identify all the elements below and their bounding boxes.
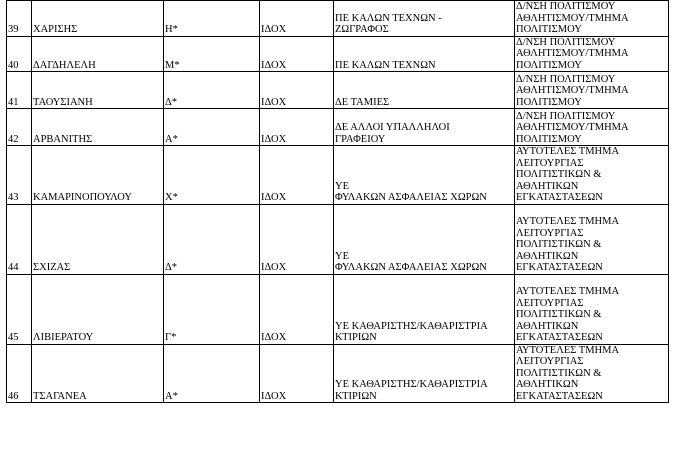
surname-cell: ΑΡΒΑΝΙΤΗΣ [32, 109, 164, 146]
specialty-line: ΠΕ ΚΑΛΩΝ ΤΕΧΝΩΝ [335, 59, 436, 71]
service-line: ΑΥΤΟΤΕΛΕΣ ΤΜΗΜΑ [516, 146, 620, 157]
service-line: ΛΕΙΤΟΥΡΓΙΑΣ [516, 356, 584, 367]
specialty-line: ΦΥΛΑΚΩΝ ΑΣΦΑΛΕΙΑΣ ΧΩΡΩΝ [335, 192, 487, 203]
surname-cell: ΚΑΜΑΡΙΝΟΠΟΥΛΟΥ [32, 146, 164, 205]
service-line: ΑΥΤΟΤΕΛΕΣ ΤΜΗΜΑ [516, 286, 620, 297]
specialty-cell [334, 274, 515, 344]
service-line: ΠΟΛΙΤΙΣΤΙΚΩΝ & [516, 309, 602, 320]
specialty-line: ΥΕ ΚΑΘΑΡΙΣΤΗΣ/ΚΑΘΑΡΙΣΤΡΙΑ [335, 379, 488, 390]
service-line: Δ/ΝΣΗ ΠΟΛΙΤΙΣΜΟΥ [516, 110, 616, 122]
service-line: ΕΓΚΑΤΑΣΤΑΣΕΩΝ [516, 262, 603, 273]
grade-cell: Δ* [164, 204, 260, 274]
relation-cell: ΙΔΟΧ [260, 36, 334, 72]
service-cell [515, 274, 669, 344]
service-cell [515, 109, 669, 146]
specialty-line: ΔΕ ΤΑΜΙΕΣ [335, 96, 390, 108]
grade-cell: Α* [164, 109, 260, 146]
service-line: ΑΘΛΗΤΙΚΩΝ [516, 250, 579, 262]
service-cell [515, 344, 669, 403]
specialty-line: ΥΕ [335, 250, 349, 262]
specialty-line: ΚΤΙΡΙΩΝ [335, 390, 377, 402]
specialty-cell [334, 204, 515, 274]
relation-cell: ΙΔΟΧ [260, 204, 334, 274]
table-row [7, 274, 669, 344]
service-line: ΑΘΛΗΤΙΣΜΟΥ/ΤΜΗΜΑ [516, 122, 629, 133]
relation-cell: ΙΔΟΧ [260, 109, 334, 146]
service-line: ΑΘΛΗΤΙΣΜΟΥ/ΤΜΗΜΑ [516, 85, 629, 96]
specialty-line: ΔΕ ΑΛΛΟΙ ΥΠΑΛΛΗΛΟΙ [335, 122, 450, 133]
table-row [7, 36, 669, 72]
specialty-cell [334, 1, 515, 37]
specialty-cell [334, 36, 515, 72]
row-number: 45 [7, 274, 32, 344]
service-line: ΕΓΚΑΤΑΣΤΑΣΕΩΝ [516, 332, 603, 343]
surname-cell: ΛΙΒΙΕΡΑΤΟΥ [32, 274, 164, 344]
grade-cell: Μ* [164, 36, 260, 72]
relation-cell: ΙΔΟΧ [260, 1, 334, 37]
service-line: ΠΟΛΙΤΙΣΜΟΥ [516, 133, 582, 145]
table-row [7, 109, 669, 146]
service-line: ΠΟΛΙΤΙΣΜΟΥ [516, 24, 582, 35]
relation-cell: ΙΔΟΧ [260, 72, 334, 109]
surname-cell: ΤΑΟΥΣΙΑΝΗ [32, 72, 164, 109]
service-line: ΕΓΚΑΤΑΣΤΑΣΕΩΝ [516, 192, 603, 203]
service-line: ΠΟΛΙΤΙΣΜΟΥ [516, 96, 582, 108]
table-row [7, 1, 669, 37]
service-line: ΑΘΛΗΤΙΚΩΝ [516, 379, 579, 390]
service-line: ΛΕΙΤΟΥΡΓΙΑΣ [516, 297, 584, 309]
row-number: 43 [7, 146, 32, 205]
specialty-line: ΥΕ [335, 180, 349, 192]
surname-cell: ΣΧΙΖΑΣ [32, 204, 164, 274]
surname-cell: ΧΑΡΙΣΗΣ [32, 1, 164, 37]
row-number: 39 [7, 1, 32, 37]
grade-cell: Δ* [164, 72, 260, 109]
table-row [7, 146, 669, 205]
service-line: ΑΥΤΟΤΕΛΕΣ ΤΜΗΜΑ [516, 344, 620, 356]
specialty-cell [334, 72, 515, 109]
table-row [7, 204, 669, 274]
row-number: 42 [7, 109, 32, 146]
specialty-line: ΦΥΛΑΚΩΝ ΑΣΦΑΛΕΙΑΣ ΧΩΡΩΝ [335, 262, 487, 273]
grade-cell: Γ* [164, 274, 260, 344]
service-line: ΛΕΙΤΟΥΡΓΙΑΣ [516, 227, 584, 239]
specialty-line: ΖΩΓΡΑΦΟΣ [335, 24, 389, 35]
surname-cell: ΔΑΓΔΗΛΕΛΗ [32, 36, 164, 72]
row-number: 46 [7, 344, 32, 403]
service-line: ΑΘΛΗΤΙΣΜΟΥ/ΤΜΗΜΑ [516, 48, 629, 59]
service-line: ΠΟΛΙΤΙΣΤΙΚΩΝ & [516, 367, 602, 379]
row-number: 40 [7, 36, 32, 72]
specialty-cell [334, 146, 515, 205]
specialty-line: ΓΡΑΦΕΙΟΥ [335, 133, 386, 145]
service-line: ΠΟΛΙΤΙΣΤΙΚΩΝ & [516, 239, 602, 250]
service-line: ΠΟΛΙΤΙΣΤΙΚΩΝ & [516, 169, 602, 180]
table-row [7, 344, 669, 403]
grade-cell: Χ* [164, 146, 260, 205]
relation-cell: ΙΔΟΧ [260, 146, 334, 205]
specialty-cell [334, 109, 515, 146]
staff-table-body [7, 1, 669, 403]
service-line: Δ/ΝΣΗ ΠΟΛΙΤΙΣΜΟΥ [516, 1, 616, 12]
service-cell [515, 1, 669, 37]
grade-cell: Α* [164, 344, 260, 403]
specialty-cell [334, 344, 515, 403]
service-line: Δ/ΝΣΗ ΠΟΛΙΤΙΣΜΟΥ [516, 73, 616, 85]
service-cell [515, 36, 669, 72]
service-cell [515, 72, 669, 109]
service-line: ΑΘΛΗΤΙΚΩΝ [516, 320, 579, 332]
service-line: ΛΕΙΤΟΥΡΓΙΑΣ [516, 157, 584, 169]
row-number: 44 [7, 204, 32, 274]
table-row [7, 72, 669, 109]
service-line: ΑΥΤΟΤΕΛΕΣ ΤΜΗΜΑ [516, 216, 620, 227]
staff-table [6, 0, 669, 403]
row-number: 41 [7, 72, 32, 109]
service-line: ΕΓΚΑΤΑΣΤΑΣΕΩΝ [516, 390, 603, 402]
service-cell [515, 204, 669, 274]
grade-cell: Η* [164, 1, 260, 37]
relation-cell: ΙΔΟΧ [260, 274, 334, 344]
specialty-line: ΥΕ ΚΑΘΑΡΙΣΤΗΣ/ΚΑΘΑΡΙΣΤΡΙΑ [335, 320, 488, 332]
specialty-line: ΚΤΙΡΙΩΝ [335, 332, 377, 343]
surname-cell: ΤΣΑΓΑΝΕΑ [32, 344, 164, 403]
specialty-line: ΠΕ ΚΑΛΩΝ ΤΕΧΝΩΝ - [335, 12, 442, 24]
service-cell [515, 146, 669, 205]
service-line: Δ/ΝΣΗ ΠΟΛΙΤΙΣΜΟΥ [516, 36, 616, 48]
relation-cell: ΙΔΟΧ [260, 344, 334, 403]
service-line: ΑΘΛΗΤΙΚΩΝ [516, 180, 579, 192]
service-line: ΑΘΛΗΤΙΣΜΟΥ/ΤΜΗΜΑ [516, 12, 629, 24]
service-line: ΠΟΛΙΤΙΣΜΟΥ [516, 59, 582, 71]
